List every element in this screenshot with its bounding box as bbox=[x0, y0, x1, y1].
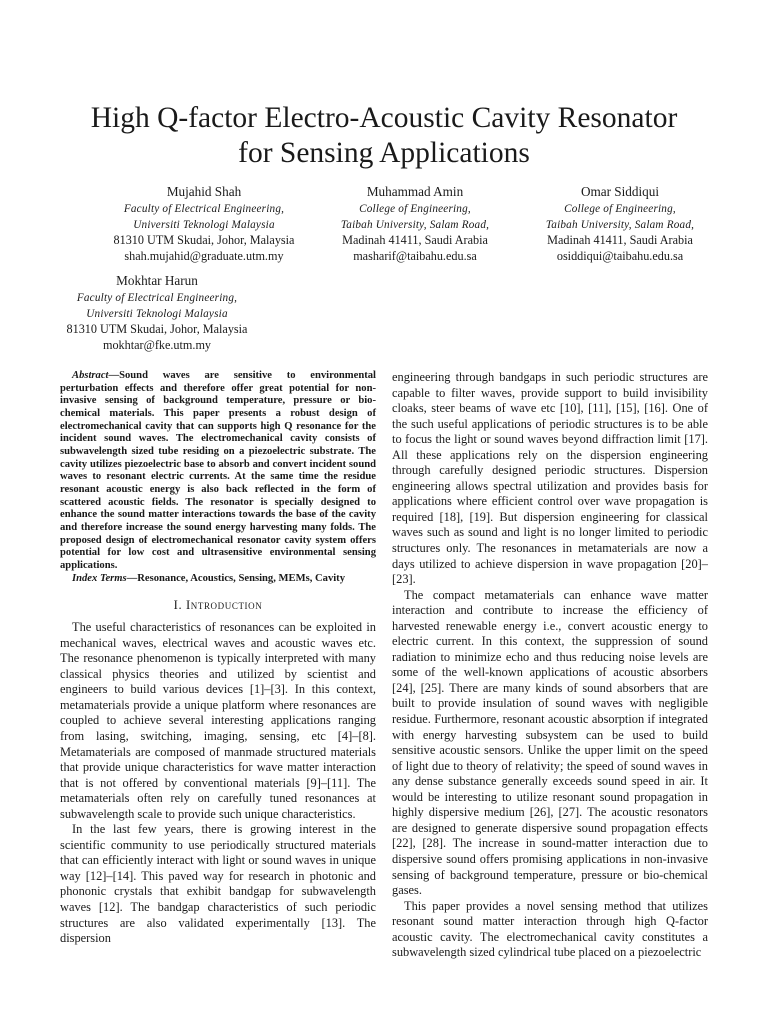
section-heading-introduction: I. Introduction bbox=[173, 598, 263, 613]
author-address: Madinah 41411, Saudi Arabia bbox=[342, 233, 488, 247]
intro-paragraph-2: In the last few years, there is growing interest in the scientific community to use periodically structured materials that can efficiently interact with light or sound waves in unique way [12]–[14]. This paved way for research in photonic and phononic crystals that exhibit bandgap for subwavelength waves [12]. The bandgap characteristics of such periodic structures are also validated experimentally [13]. The dispersion bbox=[60, 822, 376, 946]
author-affiliation: Faculty of Electrical Engineering, bbox=[76, 292, 238, 304]
left-column bbox=[60, 370, 376, 947]
author-block-3 bbox=[490, 183, 750, 264]
title-line-1: High Q-factor Electro-Acoustic Cavity Resonator bbox=[90, 102, 678, 134]
right-column bbox=[392, 370, 708, 961]
author-email: shah.mujahid@graduate.utm.my bbox=[124, 248, 284, 263]
author-affiliation: College of Engineering, bbox=[564, 203, 676, 215]
author-affiliation: Universiti Teknologi Malaysia bbox=[86, 307, 228, 320]
intro-paragraph-1: The useful characteristics of resonances can be exploited in mechanical waves, electrical waves and acoustic waves etc. The resonance phenomenon is typically interpreted with many classical physics theories and utilized by scientist and engineers to build various devices [1]–[3]. In this context, metamaterials provide a unique platform where resonances are coupled to achieve several interesting applications ranging from lasing, switching, imaging, sensing, etc [4]–[8]. Metamaterials are composed of manmade structured materials that provide unique characteristics for wave matter interaction that is not offered by conventional materials [9]–[11]. The metamaterials often rely on carefully tuned resonances at subwavelength scale to provide such unique characteristics. bbox=[60, 620, 376, 821]
author-affiliation: College of Engineering, bbox=[359, 203, 471, 215]
author-address: Madinah 41411, Saudi Arabia bbox=[547, 233, 693, 247]
author-affiliation: Universiti Teknologi Malaysia bbox=[133, 218, 275, 231]
author-affiliation: Taibah University, Salam Road, bbox=[545, 218, 695, 231]
author-affiliation: Taibah University, Salam Road, bbox=[340, 218, 490, 231]
abstract-text: —Sound waves are sensitive to environmental perturbation effects and therefore offer great potential for non-invasive sensing of background temperature, pressure or bio-chemical materials. This paper presents a robust design of electromechanical cavity that can supports high Q resonance for the incident sound waves. The electromechanical cavity consists of subwavelength sized tube residing on a piezoelectric substrate. The cavity utilizes piezoelectric base to absorb and convert incident sound waves to resonant electric currents. At the same time the residue resonant acoustic energy is also back reflected in the form of scattered acoustic fields. The resonator is specially designed to enhance the sound matter interactions towards the base of the cavity and therefore increase the sound energy harvesting many folds. The proposed design of electromechanical resonator cavity system offers potential for low cost and ultrasensitive environmental sensing applications. bbox=[60, 370, 376, 571]
title-line-2: for Sensing Applications bbox=[238, 137, 530, 169]
right-paragraph-1: The compact metamaterials can enhance wave matter interaction and contribute to increase the efficiency of harvested renewable energy i.e., convert acoustic energy to electric current. In this context, the suppression of sound radiation to minimize echo and thus reducing noise levels are some of the well-known applications of acoustic absorbers [24], [25]. There are many kinds of sound absorbers that are built to provide insulation of sound waves with negligible residue. Furthermore, resonant acoustic absorption if integrated with energy harvesting subsystem can be used to build sensitive acoustic sensors. Unlike the upper limit on the speed of light due to theory of relativity; the speed of sound waves in any dense substance generally exceeds sound speed in air. It would be interesting to utilize resonant sound propagation in highly dispersive medium [26], [27]. The acoustic resonators are designed to generate dispersive sound propagation effects [22], [28]. The increase in sound-matter interaction due to dispersive sound offers promising applications in non-invasive sensing of background temperature, pressure or bio-chemical gases. bbox=[392, 587, 708, 898]
right-paragraph-2: This paper provides a novel sensing method that utilizes resonant sound matter interaction through high Q-factor acoustic cavity. The electromechanical cavity constitutes a subwavelength sized cylindrical tube placed on a piezoelectric bbox=[392, 898, 708, 960]
index-terms-label: Index Terms bbox=[72, 572, 127, 584]
author-email: mokhtar@fke.utm.my bbox=[102, 337, 212, 352]
author-name: Mujahid Shah bbox=[166, 184, 242, 199]
right-paragraph-continued: engineering through bandgaps in such periodic structures are capable to filter waves, provide support to build invisibility cloaks, steer beams of wave etc [10], [11], [15], [16]. One of the such useful applications of periodic structures is to be able to focus the light or sound waves beyond diffraction limit [17]. All these applications rely on the dispersion engineering through carefully designed periodic structures. Dispersion engineering allows spectral utilization and provides basis for applications where efficient control over wave propagation is required [18], [19]. But dispersion engineering for classical waves such as sound and light is no longer limited to periodic structures only. The resonances in metamaterials are now a days utilized to achieve dispersion in wave propagation [20]–[23]. bbox=[392, 370, 708, 587]
author-block-4 bbox=[27, 272, 287, 353]
index-terms-text: —Resonance, Acoustics, Sensing, MEMs, Cavity bbox=[126, 572, 346, 584]
index-terms bbox=[60, 573, 376, 586]
author-name: Mokhtar Harun bbox=[116, 273, 198, 288]
author-affiliation: Faculty of Electrical Engineering, bbox=[123, 203, 285, 215]
author-address: 81310 UTM Skudai, Johor, Malaysia bbox=[66, 322, 248, 336]
author-name: Muhammad Amin bbox=[366, 184, 464, 199]
author-address: 81310 UTM Skudai, Johor, Malaysia bbox=[113, 233, 295, 247]
paper-title bbox=[40, 101, 728, 171]
abstract-label: Abstract bbox=[72, 370, 109, 381]
author-name: Omar Siddiqui bbox=[580, 184, 660, 199]
author-email: osiddiqui@taibahu.edu.sa bbox=[556, 248, 684, 263]
abstract bbox=[60, 370, 376, 573]
author-email: masharif@taibahu.edu.sa bbox=[353, 248, 477, 263]
